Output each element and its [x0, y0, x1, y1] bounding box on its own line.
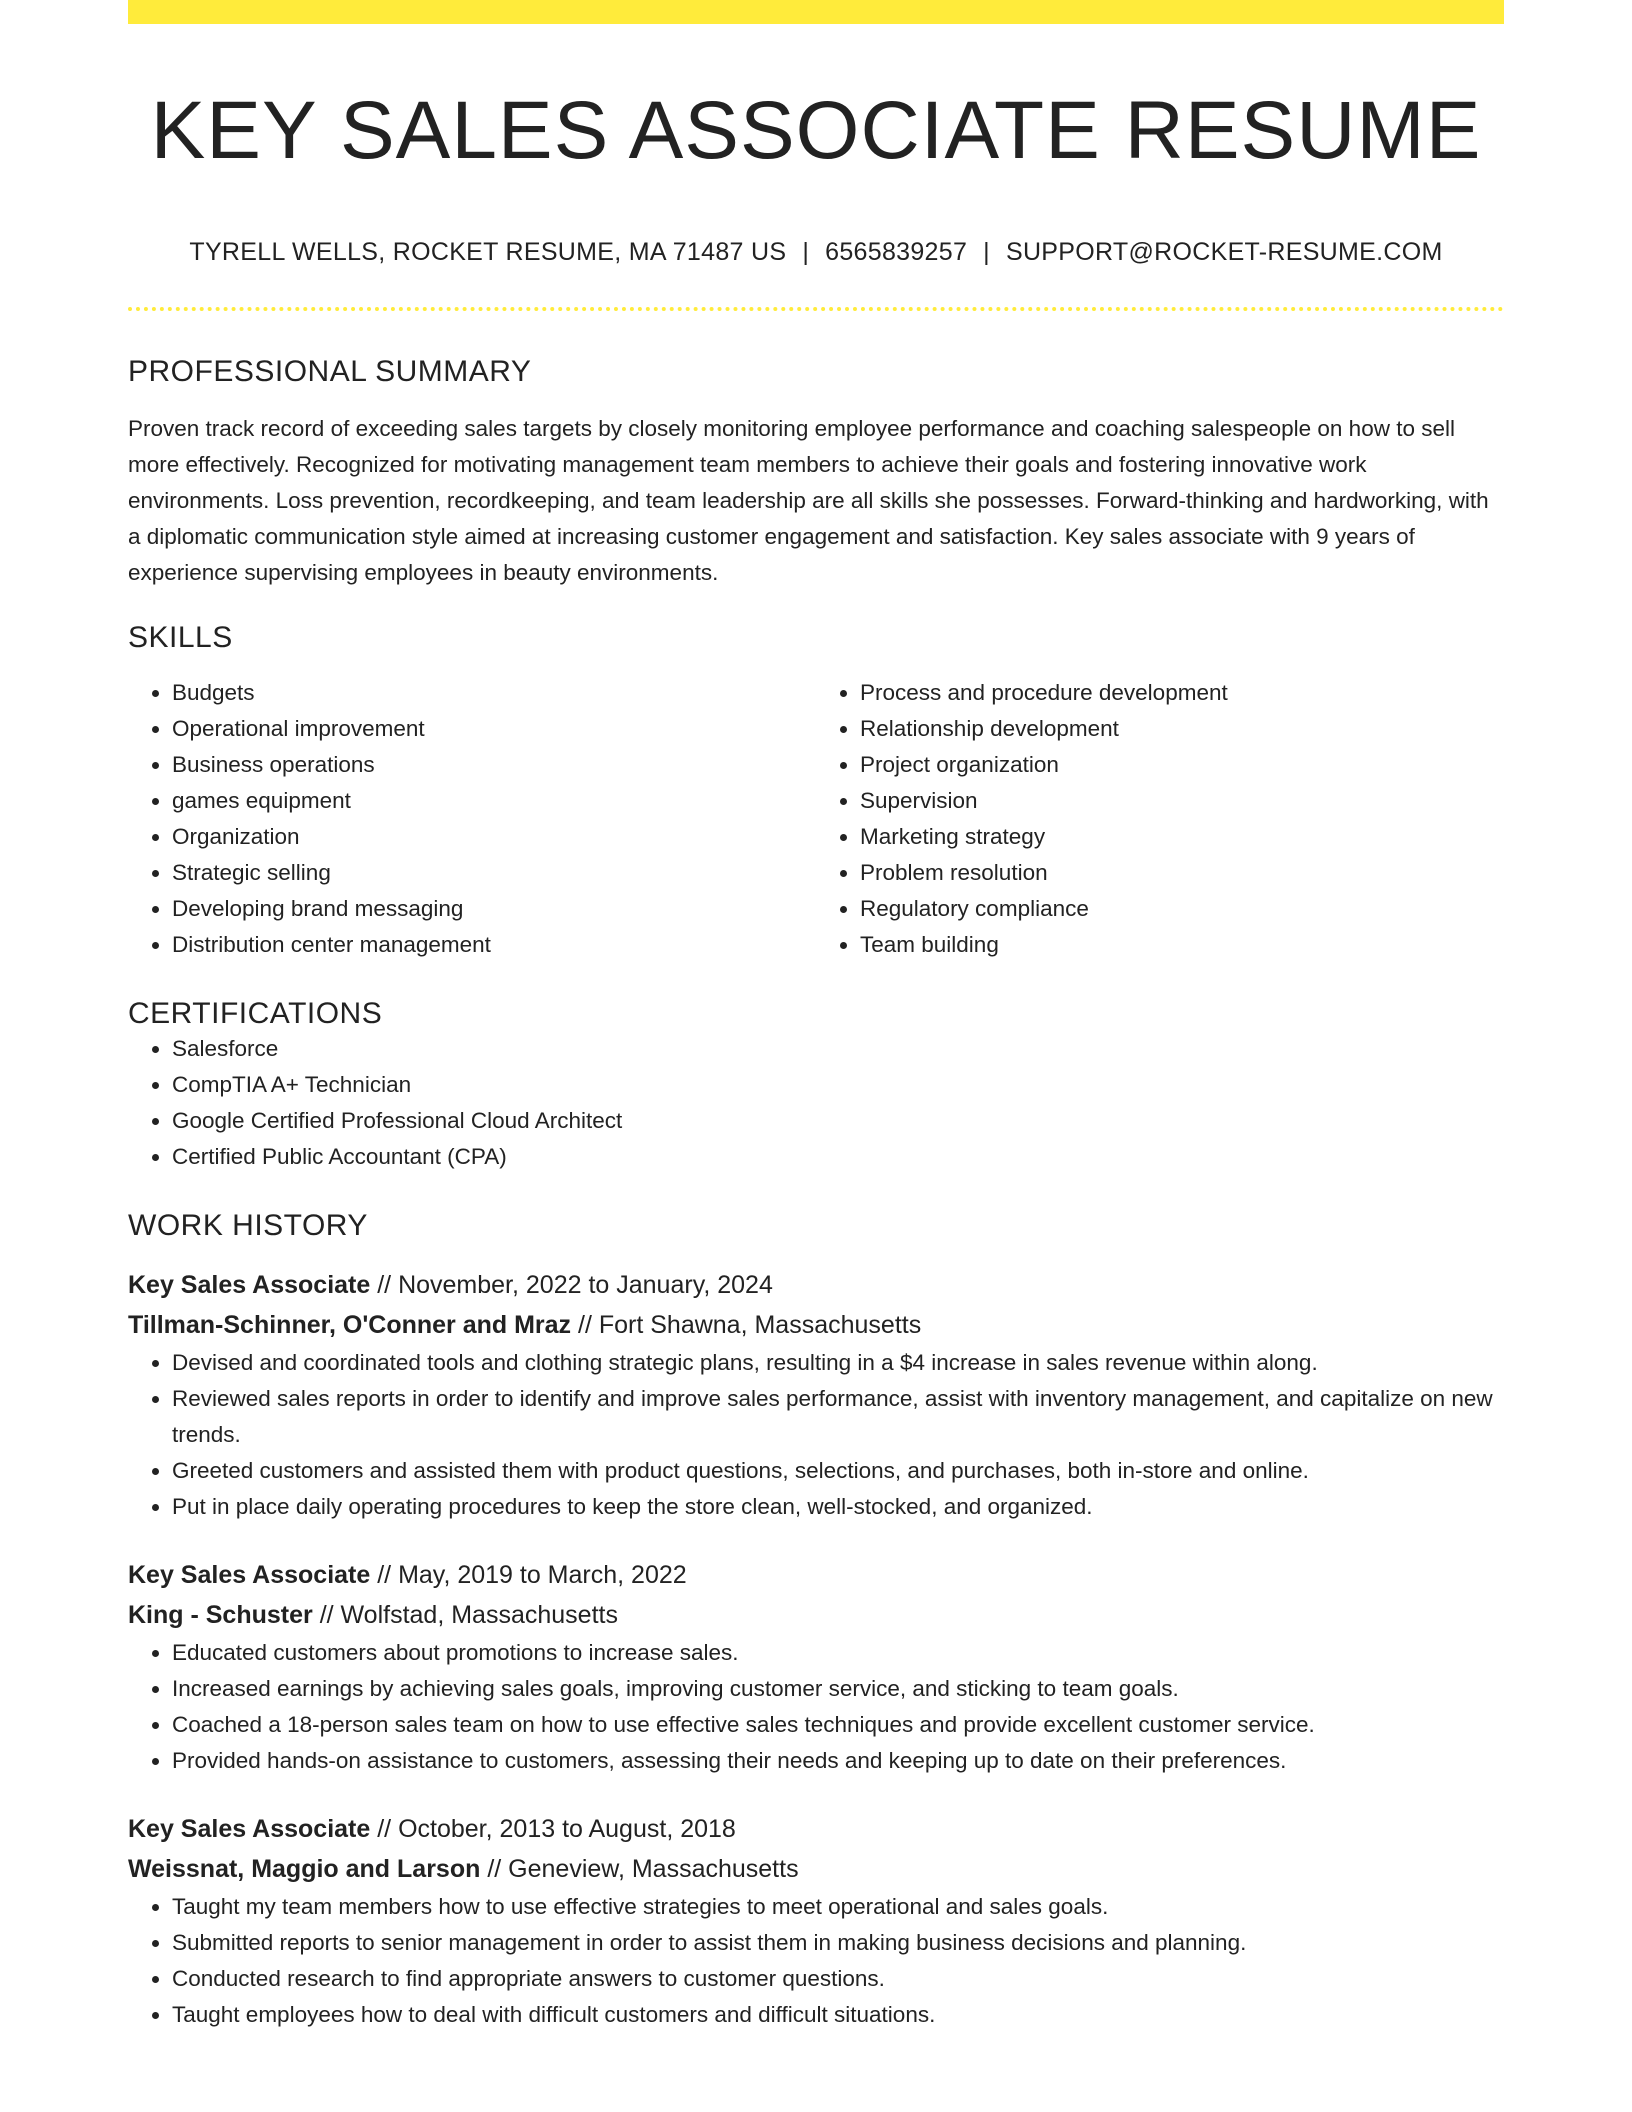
skills-heading: SKILLS — [128, 621, 233, 655]
job-dates: // May, 2019 to March, 2022 — [370, 1561, 687, 1590]
skill-item: • Process and procedure development — [860, 675, 1504, 711]
skill-item: • Organization — [172, 819, 816, 855]
job-role: Key Sales Associate — [128, 1815, 371, 1844]
job-duty: • Conducted research to find appropriate answers to customer questions. — [172, 1961, 1504, 1997]
summary-heading: PROFESSIONAL SUMMARY — [128, 355, 532, 389]
job-role-line — [128, 1265, 1504, 1305]
job-duty: • Greeted customers and assisted them with product questions, selections, and purchases, both in-store and online. — [172, 1453, 1504, 1489]
job-duty: • Coached a 18-person sales team on how to use effective sales techniques and provide excellent customer service. — [172, 1707, 1504, 1743]
job-duty: • Taught employees how to deal with difficult customers and difficult situations. — [172, 1997, 1504, 2033]
skill-item: • Problem resolution — [860, 855, 1504, 891]
job-entry — [128, 1555, 1504, 1779]
job-dates: // November, 2022 to January, 2024 — [370, 1271, 773, 1300]
skill-item: • Budgets — [172, 675, 816, 711]
job-duty: • Taught my team members how to use effective strategies to meet operational and sales goals. — [172, 1889, 1504, 1925]
job-company-line — [128, 1305, 1504, 1345]
skill-item: • Team building — [860, 927, 1504, 963]
skills-columns — [128, 675, 1504, 963]
job-duty: • Educated customers about promotions to increase sales. — [172, 1635, 1504, 1671]
job-duty: • Increased earnings by achieving sales goals, improving customer service, and sticking to team goals. — [172, 1671, 1504, 1707]
job-duty: • Provided hands-on assistance to customers, assessing their needs and keeping up to date on their preferences. — [172, 1743, 1504, 1779]
job-company-line — [128, 1595, 1504, 1635]
top-accent-bar — [128, 0, 1504, 24]
skills-right-list — [816, 675, 1504, 963]
job-location: // Fort Shawna, Massachusetts — [571, 1311, 922, 1340]
certification-item: • Salesforce — [172, 1031, 1504, 1067]
skill-item: • Distribution center management — [172, 927, 816, 963]
job-role: Key Sales Associate — [128, 1271, 371, 1300]
job-company: Tillman-Schinner, O'Conner and Mraz — [128, 1311, 572, 1340]
resume-title: KEY SALES ASSOCIATE RESUME — [150, 85, 1482, 176]
job-duty: • Reviewed sales reports in order to identify and improve sales performance, assist with inventory management, and capitalize on new trends. — [172, 1381, 1504, 1453]
skills-left-list — [128, 675, 816, 963]
skill-item: • Marketing strategy — [860, 819, 1504, 855]
contact-email: SUPPORT@ROCKET-RESUME.COM — [1005, 238, 1443, 267]
job-role: Key Sales Associate — [128, 1561, 371, 1590]
job-company: King - Schuster — [128, 1601, 313, 1630]
job-company: Weissnat, Maggio and Larson — [128, 1855, 481, 1884]
skill-item: • Strategic selling — [172, 855, 816, 891]
contact-separator: | — [983, 238, 990, 267]
resume-page — [128, 0, 1504, 2033]
job-location: // Geneview, Massachusetts — [480, 1855, 799, 1884]
certification-item: • CompTIA A+ Technician — [172, 1067, 1504, 1103]
contact-address: TYRELL WELLS, ROCKET RESUME, MA 71487 US — [189, 238, 787, 267]
skill-item: • Project organization — [860, 747, 1504, 783]
job-duty: • Submitted reports to senior management in order to assist them in making business decisions and planning. — [172, 1925, 1504, 1961]
job-duties-list — [128, 1889, 1504, 2033]
summary-text: Proven track record of exceeding sales targets by closely monitoring employee performance and coaching salespeople on how to sell more effectively. Recognized for motivating management team members to achieve their goals and fostering innovative work environments. Loss prevention, recordkeeping, and team leadership are all skills she possesses. Forward-thinking and hardworking, with a diplomatic communication style aimed at increasing customer engagement and satisfaction. Key sales associate with 9 years of experience supervising employees in beauty environments. — [128, 416, 1489, 586]
contact-phone: 6565839257 — [825, 238, 968, 267]
certifications-list — [128, 1031, 1504, 1175]
job-entry — [128, 1809, 1504, 2033]
contact-separator: | — [802, 238, 810, 267]
skill-item: • Supervision — [860, 783, 1504, 819]
job-location: // Wolfstad, Massachusetts — [312, 1601, 618, 1630]
certifications-heading: CERTIFICATIONS — [128, 997, 383, 1031]
job-duties-list — [128, 1635, 1504, 1779]
work-history-heading: WORK HISTORY — [128, 1209, 368, 1243]
job-role-line — [128, 1809, 1504, 1849]
skill-item: • Regulatory compliance — [860, 891, 1504, 927]
job-duty: • Devised and coordinated tools and clothing strategic plans, resulting in a $4 increase in sales revenue within along. — [172, 1345, 1504, 1381]
header-divider — [128, 307, 1504, 311]
contact-line — [128, 238, 1504, 267]
job-duty: • Put in place daily operating procedures to keep the store clean, well-stocked, and organized. — [172, 1489, 1504, 1525]
skill-item: • Business operations — [172, 747, 816, 783]
skill-item: • Operational improvement — [172, 711, 816, 747]
job-duties-list — [128, 1345, 1504, 1525]
skill-item: • Developing brand messaging — [172, 891, 816, 927]
job-company-line — [128, 1849, 1504, 1889]
job-role-line — [128, 1555, 1504, 1595]
job-dates: // October, 2013 to August, 2018 — [370, 1815, 736, 1844]
skill-item: • games equipment — [172, 783, 816, 819]
certification-item: • Certified Public Accountant (CPA) — [172, 1139, 1504, 1175]
job-entry — [128, 1265, 1504, 1525]
skill-item: • Relationship development — [860, 711, 1504, 747]
certification-item: • Google Certified Professional Cloud Architect — [172, 1103, 1504, 1139]
